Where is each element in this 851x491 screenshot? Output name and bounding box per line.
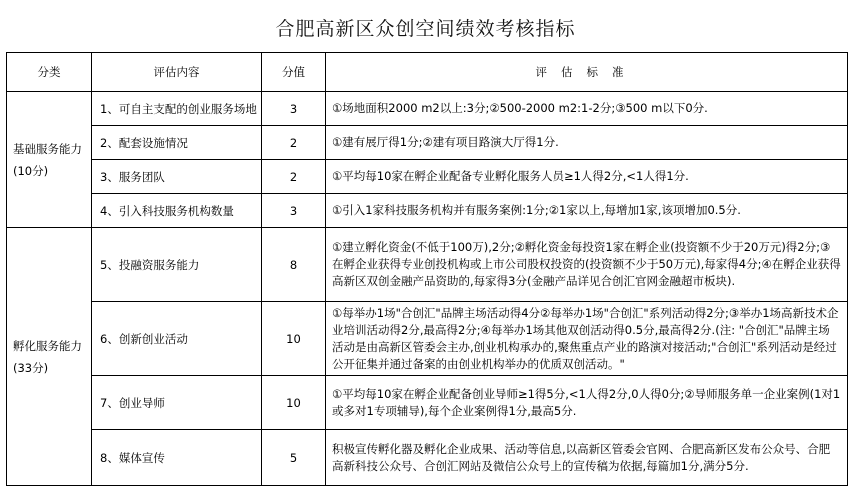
header-row: [7, 53, 848, 92]
table-row: [7, 92, 848, 126]
score-cell: 10: [262, 376, 326, 430]
item-cell: 6、创新创业活动: [92, 302, 262, 376]
item-cell: 8、媒体宣传: [92, 430, 262, 486]
criteria-cell: ①平均每10家在孵企业配备专业孵化服务人员≥1人得2分,<1人得1分.: [326, 160, 848, 194]
assessment-table: [6, 52, 848, 486]
header-criteria: 评估标准: [326, 53, 848, 92]
criteria-cell: ①建有展厅得1分;②建有项目路演大厅得1分.: [326, 126, 848, 160]
table-row: [7, 160, 848, 194]
score-cell: 2: [262, 160, 326, 194]
category-cell: 基础服务能力(10分): [7, 92, 92, 228]
criteria-cell: ①平均每10家在孵企业配备创业导师≥1得5分,<1人得2分,0人得0分;②导师服务单一企业案例(1对1或多对1专项辅导),每个企业案例得1分,最高5分.: [326, 376, 848, 430]
item-cell: 2、配套设施情况: [92, 126, 262, 160]
item-cell: 5、投融资服务能力: [92, 228, 262, 302]
table-row: [7, 228, 848, 302]
score-cell: 3: [262, 92, 326, 126]
table-row: [7, 302, 848, 376]
item-cell: 7、创业导师: [92, 376, 262, 430]
table-row: [7, 376, 848, 430]
criteria-cell: ①场地面积2000 m2以上:3分;②500-2000 m2:1-2分;③500 m以下0分.: [326, 92, 848, 126]
criteria-cell: ①引入1家科技服务机构并有服务案例:1分;②1家以上,每增加1家,该项增加0.5分.: [326, 194, 848, 228]
item-cell: 1、可自主支配的创业服务场地: [92, 92, 262, 126]
score-cell: 2: [262, 126, 326, 160]
table-row: [7, 126, 848, 160]
table-row: [7, 194, 848, 228]
score-cell: 10: [262, 302, 326, 376]
criteria-cell: ①每举办1场"合创汇"品牌主场活动得4分②每举办1场"合创汇"系列活动得2分;③举办1场高新技术企业培训活动得2分,最高得2分;④每举办1场其他双创活动得0.5分,最高得2分.(注: "合创汇"品牌主场活动是由高新区管委会主办,创业机构承办的,聚焦重点产业的路演对接活动;"合创汇"系列活动是经过公开征集并通过备案的由创业机构举办的优质双创活动。": [326, 302, 848, 376]
header-content: 评估内容: [92, 53, 262, 92]
criteria-cell: ①建立孵化资金(不低于100万),2分;②孵化资金每投资1家在孵企业(投资额不少于20万元)得2分;③在孵企业获得专业创投机构或上市公司股权投资的(投资额不少于50万元),每家得4分;④在孵企业获得高新区双创金融产品资助的,每家得3分(金融产品详见合创汇官网金融超市板块).: [326, 228, 848, 302]
header-category: 分类: [7, 53, 92, 92]
header-score: 分值: [262, 53, 326, 92]
score-cell: 3: [262, 194, 326, 228]
table-row: [7, 430, 848, 486]
score-cell: 8: [262, 228, 326, 302]
score-cell: 5: [262, 430, 326, 486]
item-cell: 3、服务团队: [92, 160, 262, 194]
page-title: 合肥高新区众创空间绩效考核指标: [275, 18, 576, 40]
item-cell: 4、引入科技服务机构数量: [92, 194, 262, 228]
criteria-cell: 积极宣传孵化器及孵化企业成果、活动等信息,以高新区管委会官网、合肥高新区发布公众号、合肥高新科技公众号、合创汇网站及微信公众号上的宣传稿为依据,每篇加1分,满分5分.: [326, 430, 848, 486]
category-cell: 孵化服务能力(33分): [7, 228, 92, 486]
